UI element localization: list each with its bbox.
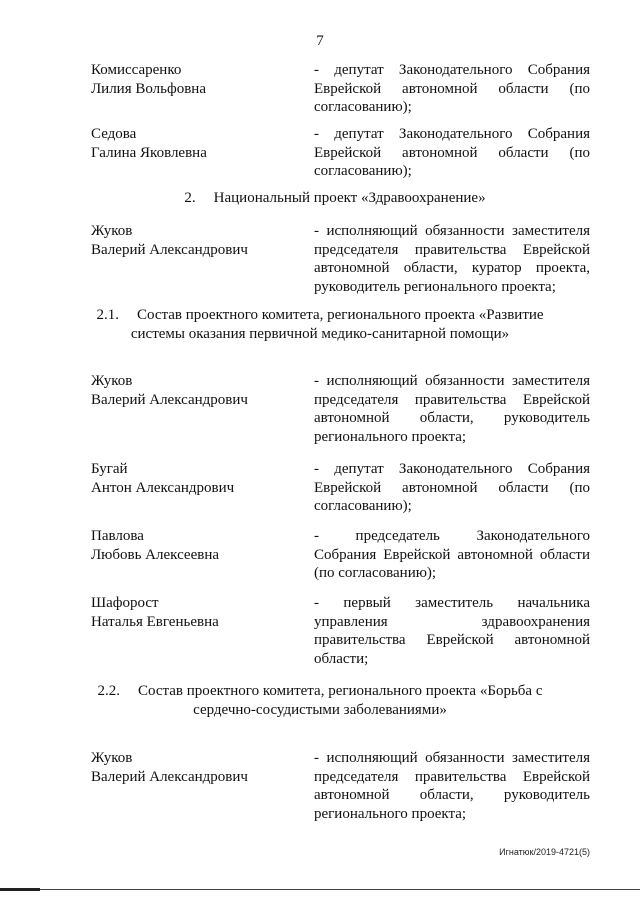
- member-name: [91, 222, 296, 259]
- member-name: [91, 372, 296, 409]
- member-given-name: Валерий Александрович: [91, 241, 248, 258]
- member-given-name: Любовь Алексеевна: [91, 546, 219, 563]
- member-role: [314, 749, 590, 823]
- section-heading-2-2: [0, 682, 640, 719]
- section-number: 2.1.: [96, 307, 119, 323]
- role-line: Еврейской автономной области (по: [314, 80, 590, 97]
- role-line: правительства Еврейской автономной: [314, 632, 590, 648]
- role-line: - исполняющий обязанности заместителя: [314, 373, 590, 389]
- member-given-name: Галина Яковлевна: [91, 144, 207, 161]
- section-title-line: сердечно-сосудистыми заболеваниями»: [193, 701, 447, 718]
- member-name: [91, 527, 296, 564]
- role-line: - председатель Законодательного: [314, 528, 590, 544]
- member-role: [314, 594, 590, 668]
- role-line: председателя правительства Еврейской: [314, 241, 590, 258]
- page-number: 7: [316, 33, 324, 49]
- role-line: автономной области, руководитель: [314, 787, 590, 803]
- role-line: - исполняющий обязанности заместителя: [314, 750, 590, 766]
- member-name: [91, 460, 296, 497]
- member-given-name: Антон Александрович: [91, 479, 235, 496]
- role-line: - депутат Законодательного Собрания: [314, 126, 590, 142]
- member-surname: Жуков: [91, 373, 133, 389]
- member-given-name: Валерий Александрович: [91, 391, 248, 408]
- role-line: согласованию);: [314, 498, 412, 514]
- role-line: - депутат Законодательного Собрания: [314, 461, 590, 477]
- role-line: согласованию);: [314, 163, 412, 179]
- member-surname: Бугай: [91, 461, 128, 477]
- member-role: [314, 61, 590, 117]
- document-code: Игнатюк/2019-4721(5): [499, 847, 590, 857]
- role-line: Еврейской автономной области (по: [314, 144, 590, 161]
- member-surname: Павлова: [91, 528, 144, 544]
- role-line: управления здравоохранения: [314, 613, 590, 630]
- role-line: автономной области, руководитель: [314, 410, 590, 426]
- member-role: [314, 527, 590, 583]
- member-name: [91, 125, 296, 162]
- member-surname: Жуков: [91, 223, 133, 239]
- section-number: 2.2.: [97, 683, 120, 699]
- section-title-line: Состав проектного комитета, регионального проекта «Развитие: [136, 307, 544, 323]
- member-given-name: Наталья Евгеньевна: [91, 613, 219, 630]
- section-title: Национальный проект «Здравоохранение»: [213, 190, 486, 206]
- member-surname: Комиссаренко: [91, 62, 182, 78]
- member-surname: Жуков: [91, 750, 133, 766]
- section-title-line: системы оказания первичной медико-санитарной помощи»: [130, 325, 510, 342]
- member-surname: Шафорост: [91, 595, 159, 611]
- role-line: - депутат Законодательного Собрания: [314, 62, 590, 78]
- member-name: [91, 749, 296, 786]
- role-line: - первый заместитель начальника: [314, 595, 590, 611]
- role-line: Еврейской автономной области (по: [314, 479, 590, 496]
- member-name: [91, 61, 296, 98]
- role-line: автономной области, куратор проекта,: [314, 260, 590, 276]
- role-line: области;: [314, 650, 369, 667]
- role-line: регионального проекта;: [314, 428, 467, 445]
- member-role: [314, 372, 590, 446]
- role-line: регионального проекта;: [314, 805, 467, 822]
- member-name: [91, 594, 296, 631]
- role-line: председателя правительства Еврейской: [314, 391, 590, 408]
- member-given-name: Валерий Александрович: [91, 768, 248, 785]
- bottom-divider-mark: [0, 888, 40, 891]
- role-line: руководитель регионального проекта;: [314, 278, 556, 295]
- role-line: - исполняющий обязанности заместителя: [314, 223, 590, 239]
- section-number: 2.: [184, 190, 196, 206]
- member-role: [314, 125, 590, 181]
- role-line: председателя правительства Еврейской: [314, 768, 590, 785]
- section-title-line: Состав проектного комитета, регионального проекта «Борьба с: [138, 683, 543, 699]
- member-surname: Седова: [91, 126, 137, 142]
- role-line: (по согласованию);: [314, 565, 437, 581]
- member-role: [314, 222, 590, 296]
- member-role: [314, 460, 590, 516]
- role-line: согласованию);: [314, 99, 412, 115]
- section-heading-2: [0, 189, 640, 208]
- bottom-divider: [0, 889, 640, 890]
- role-line: Собрания Еврейской автономной области: [314, 546, 590, 563]
- section-heading-2-1: [0, 306, 640, 343]
- member-given-name: Лилия Вольфовна: [91, 80, 206, 97]
